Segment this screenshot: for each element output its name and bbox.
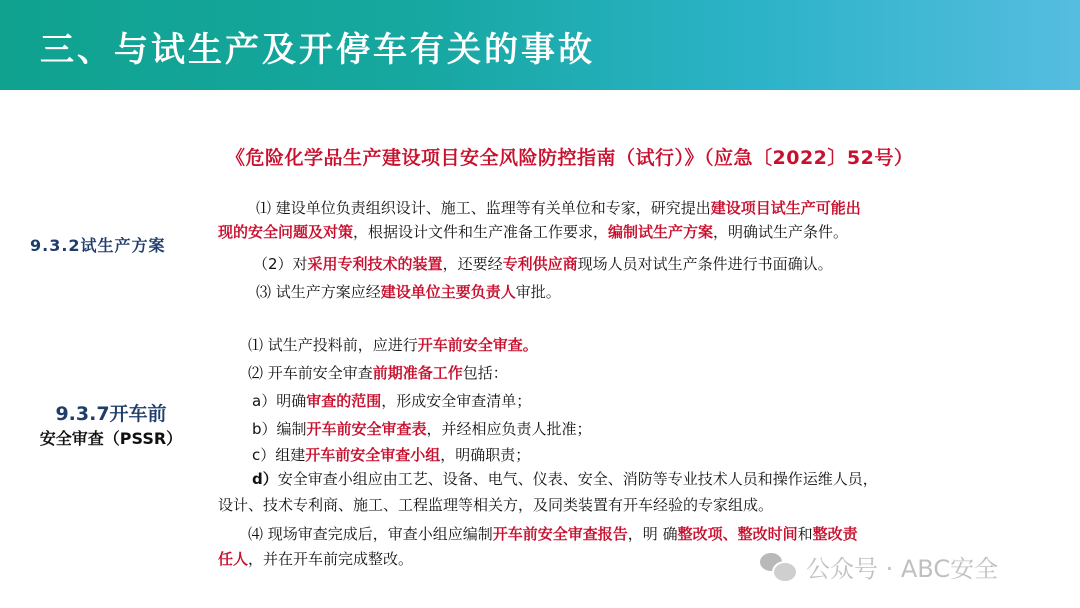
review-item-1: ⑴ 试生产投料前，应进行开车前安全审查。 <box>248 336 538 354</box>
highlight-text: 开车前安全审查表 <box>306 420 427 438</box>
highlight-text: 现的安全问题及对策 <box>218 223 354 241</box>
paragraph-2: （2）对采用专利技术的装置，还要经专利供应商现场人员对试生产条件进行书面确认。 <box>253 255 833 273</box>
wechat-icon <box>760 551 796 581</box>
highlight-text: 前期准备工作 <box>372 364 463 382</box>
highlight-text: 整改责 <box>812 525 858 543</box>
review-item-4-line-2: 任人，并在开车前完成整改。 <box>218 550 414 568</box>
slide-title: 三、与试生产及开停车有关的事故 <box>40 30 595 70</box>
highlight-text: 开车前安全审查报告 <box>492 525 628 543</box>
highlight-text: 采用专利技术的装置 <box>307 255 443 273</box>
paragraph-3: ⑶ 试生产方案应经建设单位主要负责人审批。 <box>256 283 561 301</box>
highlight-text: 建设单位主要负责人 <box>380 283 516 301</box>
section-label-9-3-7 <box>36 402 186 452</box>
highlight-text: 审查的范围 <box>306 392 382 410</box>
review-item-d-line-2: 设计、技术专利商、施工、工程监理等相关方，及同类装置有开车经验的专家组成。 <box>218 496 774 514</box>
highlight-text: 开车前安全审查小组 <box>305 446 441 464</box>
highlight-text: 建设项目试生产可能出 <box>710 199 861 217</box>
paragraph-1-line-2: 现的安全问题及对策，根据设计文件和生产准备工作要求，编制试生产方案，明确试生产条件。 <box>218 223 849 241</box>
highlight-text: 编制试生产方案 <box>608 223 714 241</box>
paragraph-1-line-1: ⑴ 建设单位负责组织设计、施工、监理等有关单位和专家，研究提出建设项目试生产可能出 <box>256 199 861 217</box>
review-item-2: ⑵ 开车前安全审查前期准备工作包括： <box>248 364 508 382</box>
highlight-text: 整改项、整改时间 <box>677 525 798 543</box>
review-item-b: b）编制开车前安全审查表，并经相应负责人批准； <box>252 420 592 438</box>
review-item-d-line-1: d）安全审查小组应由工艺、设备、电气、仪表、安全、消防等专业技术人员和操作运维人员， <box>252 470 878 488</box>
highlight-text: 专利供应商 <box>502 255 578 273</box>
document-title: 《危险化学品生产建设项目安全风险防控指南（试行）》（应急〔2022〕52号） <box>226 147 914 169</box>
header-banner <box>0 0 1080 90</box>
highlight-text: 任人 <box>218 550 249 568</box>
review-item-4-line-1: ⑷ 现场审查完成后，审查小组应编制开车前安全审查报告，明 确整改项、整改时间和整改责 <box>248 525 858 543</box>
watermark-text: 公众号 · ABC安全 <box>806 554 999 583</box>
wechat-watermark <box>760 549 998 583</box>
section-label-line-1: 9.3.7开车前 <box>55 403 167 425</box>
review-item-a: a）明确审查的范围，形成安全审查清单； <box>252 392 532 410</box>
section-label-line-2: 安全审查（PSSR） <box>39 429 183 448</box>
highlight-text: 开车前安全审查。 <box>417 336 538 354</box>
review-item-c: c）组建开车前安全审查小组，明确职责； <box>252 446 531 464</box>
section-label-9-3-2: 9.3.2试生产方案 <box>30 236 166 255</box>
